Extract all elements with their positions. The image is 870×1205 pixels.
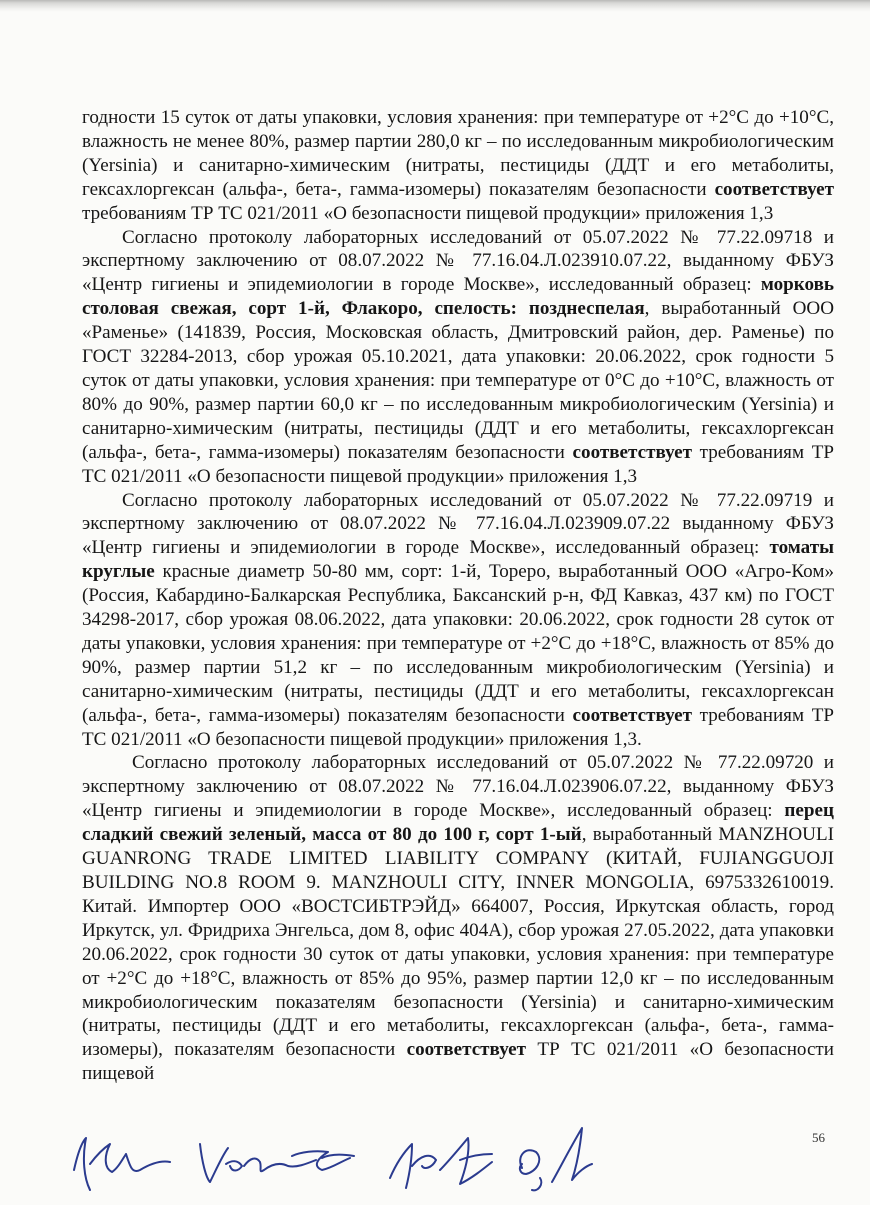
- document-body: [82, 106, 834, 1086]
- paragraph: [82, 106, 834, 226]
- page-number: 56: [812, 1130, 825, 1145]
- handwritten-signatures: [60, 1108, 620, 1200]
- bold-text-run: соответствует: [406, 1039, 527, 1061]
- paragraph: [82, 489, 834, 752]
- text-run: годности 15 суток от даты упаковки, условия хранения: при температуре от +2°С до +10°С, влажность не менее 80%, размер партии 280,0 кг – по исследованным микробиологическим (Yersinia) и санитарно-химическим (нитраты, пестициды (ДДТ и его метаболиты, гексахлоргексан (альфа-, бета-, гамма-изомеры) показателям безопасности: [82, 107, 834, 200]
- bold-text-run: морковь столовая свежая, сорт 1-й, Флакоро, спелость: позднеспелая: [82, 274, 834, 320]
- text-run: , выработанный ООО «Раменье» (141839, Россия, Московская область, Дмитровский район, дер. Раменье) по ГОСТ 32284-2013, сбор урожая 05.10.2021, дата упаковки: 20.06.2022, срок годности 5 суток от даты упаковки, условия хранения: при температуре от 0°С до +10°С, влажность от 80% до 90%, размер партии 60,0 кг – по исследованным микробиологическим (Yersinia) и санитарно-химическим (нитраты, пестициды (ДДТ и его метаболиты, гексахлоргексан (альфа-, бета-, гамма-изомеры) показателям безопасности: [82, 298, 834, 463]
- text-run: Согласно протоколу лабораторных исследований от 05.07.2022 № 77.22.09719 и экспертному заключению от 08.07.2022 № 77.16.04.Л.023909.07.22 выданному ФБУЗ «Центр гигиены и эпидемиологии в городе Москве», исследованный образец:: [82, 489, 834, 559]
- bold-text-run: томаты круглые: [82, 537, 834, 583]
- bold-text-run: соответствует: [572, 704, 692, 726]
- text-run: Согласно протоколу лабораторных исследований от 05.07.2022 № 77.22.09718 и экспертному заключению от 08.07.2022 № 77.16.04.Л.023910.07.22, выданному ФБУЗ «Центр гигиены и эпидемиологии в городе Москве», исследованный образец:: [82, 226, 834, 296]
- text-run: ТР ТС 021/2011 «О безопасности пищевой: [82, 1039, 834, 1085]
- text-run: требованиям ТР ТС 021/2011 «О безопасности пищевой продукции» приложения 1,3: [82, 202, 774, 224]
- bold-text-run: соответствует: [714, 178, 834, 200]
- text-run: , выработанный MANZHOULI GUANRONG TRADE LIMITED LIABILITY COMPANY (КИТАЙ, FUJIANGGUOJI BUILDING NO.8 ROOM 9. MANZHOULI CITY, INNER MONGOLIA, 6975332610019. Китай. Импортер ООО «ВОСТСИБТРЭЙД» 664007, Россия, Иркутская область, город Иркутск, ул. Фридриха Энгельса, дом 8, офис 404А), сбор урожая 27.05.2022, дата упаковки 20.06.2022, срок годности 30 суток от даты упаковки, условия хранения: при температуре от +2°С до +18°С, влажность от 85% до 95%, размер партии 12,0 кг – по исследованным микробиологическим показателям безопасности (Yersinia) и санитарно-химическим (нитраты, пестициды (ДДТ и его метаболиты, гексахлоргексан (альфа-, бета-, гамма-изомеры), показателям безопасности: [82, 824, 834, 1061]
- signature-strokes: [60, 1108, 620, 1200]
- scan-shadow-edge: [0, 0, 870, 12]
- bold-text-run: перец сладкий свежий зеленый, масса от 80 до 100 г, сорт 1-ый: [82, 800, 834, 846]
- text-run: красные диаметр 50-80 мм, сорт: 1-й, Тореро, выработанный ООО «Агро-Ком» (Россия, Кабардино-Балкарская Республика, Баксанский р-н, ФД Кавказ, 437 км) по ГОСТ 34298-2017, сбор урожая 08.06.2022, дата упаковки: 20.06.2022, срок годности 28 суток от даты упаковки, условия хранения: при температуре от +2°С до +18°С, влажность от 85% до 90%, размер партии 51,2 кг – по исследованным микробиологическим (Yersinia) и санитарно-химическим (нитраты, пестициды (ДДТ и его метаболиты, гексахлоргексан (альфа-, бета-, гамма-изомеры) показателям безопасности: [82, 561, 834, 726]
- text-run: Согласно протоколу лабораторных исследований от 05.07.2022 № 77.22.09720 и экспертному заключению от 08.07.2022 № 77.16.04.Л.023906.07.22, выданному ФБУЗ «Центр гигиены и эпидемиологии в городе Москве», исследованный образец:: [82, 752, 834, 822]
- paragraph: [82, 751, 834, 1086]
- text-run: требованиям ТР ТС 021/2011 «О безопасности пищевой продукции» приложения 1,3.: [82, 704, 834, 750]
- paragraph: [82, 226, 834, 489]
- text-run: требованиям ТР ТС 021/2011 «О безопасности пищевой продукции» приложения 1,3: [82, 441, 834, 487]
- bold-text-run: соответствует: [572, 441, 692, 463]
